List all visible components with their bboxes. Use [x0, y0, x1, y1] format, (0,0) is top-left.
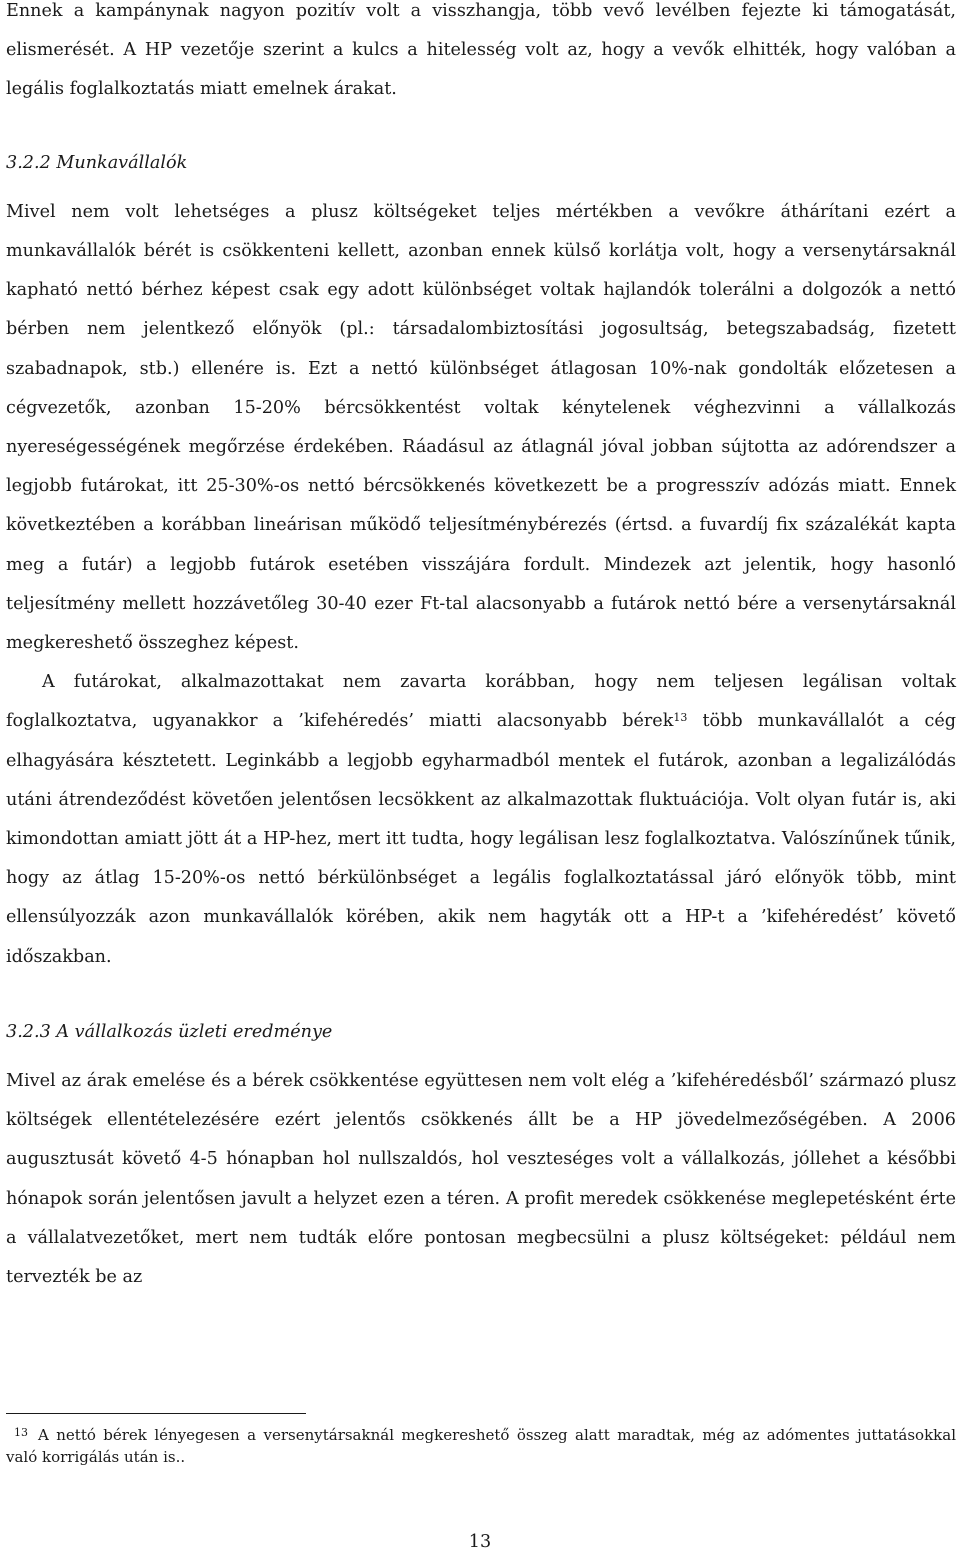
paragraph-workers: Mivel nem volt lehetséges a plusz költségeket teljes mértékben a vevőkre áthárítani ezért a munkavállalók bérét is csökkenteni kellett, azonban ennek külső korlátja volt, hogy a versenytársaknál kapható nettó bérhez képest csak egy adott különbséget voltak hajlandók tolerálni a dolgozók a nettó bérben nem jelentkező előnyök (pl.: társadalombiztosítási jogosultság, betegszabadság, fizetett szabadnapok, stb.) ellenére is. Ezt a nettó különbséget átlagosan 10%-nak gondolták előzetesen a cégvezetők, azonban 15-20% bércsökkentést voltak kénytelenek véghezvinni a vállalkozás nyereségességének megőrzése érdekében. Ráadásul az átlagnál jóval jobban sújtotta az adórendszer a legjobb futárokat, itt 25-30%-os nettó bércsökkenés következett be a progresszív adózás miatt. Ennek következtében a korábban lineárisan működő teljesítménybérezés (értsd. a fuvardíj fix százalékát kapta meg a futár) a legjobb futárok esetében visszájára fordult. Mindezek azt jelentik, hogy hasonló teljesítmény mellett hozzávetőleg 30-40 ezer Ft-tal alacsonyabb a futárok nettó bére a versenytársaknál megkereshető összeghez képest.	[6, 201, 956, 654]
footnote	[6, 1424, 956, 1468]
paragraph-intro: Ennek a kampánynak nagyon pozitív volt a visszhangja, több vevő levélben fejezte ki támogatását, elismerését. A HP vezetője szerint a kulcs a hitelesség volt az, hogy a vevők elhitték, hogy valóban a legális foglalkoztatás miatt emelnek árakat.	[6, 1, 956, 100]
paragraph-business-results: Mivel az árak emelése és a bérek csökkentése együttesen nem volt elég a ’kifehéredésből’ származó plusz költségek ellentételezésére ezért jelentős csökkenés állt be a HP jövedelmezőségében. A 2006 augusztusát követő 4-5 hónapban hol nullszaldós, hol veszteséges volt a vállalkozás, jóllehet a későbbi hónapok során jelentősen javult a helyzet ezen a téren. A profit meredek csökkenése meglepetésként érte a vállalatvezetőket, mert nem tudták előre pontosan megbecsülni a plusz költségeket: például nem tervezték be az	[6, 1071, 956, 1288]
page-number: 13	[468, 1532, 492, 1552]
footnote-separator	[6, 1413, 306, 1414]
footnote-reference[interactable]: 13	[673, 711, 688, 725]
section-heading-3-2-3: 3.2.3 A vállalkozás üzleti eredménye	[6, 1021, 333, 1042]
document-page	[6, 0, 956, 1297]
section-heading-3-2-2: 3.2.2 Munkavállalók	[6, 152, 188, 173]
paragraph-couriers-part2: több munkavállalót a cég elhagyására késztetett. Leginkább a legjobb egyharmadból mentek el futárok, azonban a legalizálódás utáni átrendeződést követően jelentősen lecsökkent az alkalmazottak fluktuációja. Volt olyan futár is, aki kimondottan amiatt jött át a HP-hez, mert itt tudta, hogy legálisan lesz foglalkoztatva. Valószínűnek tűnik, hogy az átlag 15-20%-os nettó bérkülönbséget a legális foglalkoztatással járó előnyök több, mint ellensúlyozzák azon munkavállalók körében, akik nem hagyták ott a HP-t a ’kifehéredést’ követő időszakban.	[6, 711, 956, 967]
footnote-number: 13	[14, 1426, 28, 1439]
paragraph-couriers	[6, 663, 956, 977]
footnote-text: A nettó bérek lényegesen a versenytársaknál megkereshető összeg alatt maradtak, még az adómentes juttatásokkal való korrigálás után is..	[6, 1426, 956, 1466]
paragraph-couriers-part1: A futárokat, alkalmazottakat nem zavarta korábban, hogy nem teljesen legálisan voltak foglalkoztatva, ugyanakkor a ’kifehéredés’ miatti alacsonyabb bérek	[6, 672, 956, 732]
